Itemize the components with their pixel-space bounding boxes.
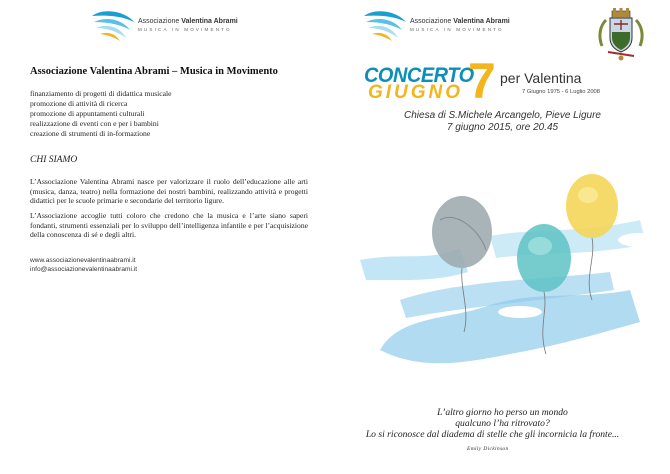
life-dates: 7 Giugno 1975 - 6 Luglio 2008 [522,89,600,95]
list-item: promozione di appuntamenti culturali [30,109,145,118]
quote-author: Emily Dickinson [467,446,509,452]
logo-tagline: MUSICA IN MOVIMENTO [410,27,504,32]
municipal-crest-icon [596,6,646,62]
about-paragraph-2: L’Associazione accoglie tutti coloro che credono che la musica e l’arte siano saperi fondanti, strumenti essenziali per lo sviluppo dell’intelligenza infantile e per l’acquisizione della conoscenza di sé e degli altri. [30,211,308,240]
balloon-yellow [566,174,618,238]
website-link[interactable]: www.associazionevalentinaabrami.it [30,257,136,264]
quote-line-1: L’altro giorno ho perso un mondo [437,407,568,418]
wave-logo-icon [90,10,136,42]
association-logo-right [362,10,510,42]
date-time-line: 7 giugno 2015, ore 20.45 [446,122,559,133]
venue-line: Chiesa di S.Michele Arcangelo, Pieve Ligure [404,110,601,121]
seven-numeral: 7 [468,53,496,109]
list-item: realizzazione di eventi con e per i bambini [30,119,159,128]
per-valentina: per Valentina [500,70,582,86]
logo-name: Associazione Valentina Abrami [410,18,510,25]
balloons-illustration [340,140,668,400]
list-item: creazione di strumenti di in-formazione [30,129,151,138]
giugno-title: GIUGNO [368,82,464,103]
balloon-green [517,224,571,292]
concerto-title: CONCERTO [364,64,474,87]
right-page [335,0,670,474]
wave-logo-icon [362,10,408,42]
association-title: Associazione Valentina Abrami – Musica in Movimento [30,66,278,77]
activities-list [30,89,172,139]
logo-tagline: MUSICA IN MOVIMENTO [138,27,232,32]
chi-siamo-heading: CHI SIAMO [30,155,78,165]
quote-line-2: qualcuno l’ha ritrovato? [455,418,550,429]
about-paragraph-1: L’Associazione Valentina Abrami nasce per valorizzare il ruolo dell’educazione alle arti (musica, danza, teatro) nella formazione dei nostri bambini, realizzando attività e progetti didattici per le scuole primarie e secondarie del territorio ligure. [30,177,308,206]
email-link[interactable]: info@associazionevalentinaabrami.it [30,266,138,273]
list-item: finanziamento di progetti di didattica musicale [30,89,172,98]
balloon-grey [432,196,492,268]
quote-line-3: Lo si riconosce dal diadema di stelle che gli incornicia la fronte... [365,429,620,440]
list-item: promozione di attività di ricerca [30,99,128,108]
logo-name: Associazione Valentina Abrami [138,18,238,25]
association-logo [90,10,238,42]
